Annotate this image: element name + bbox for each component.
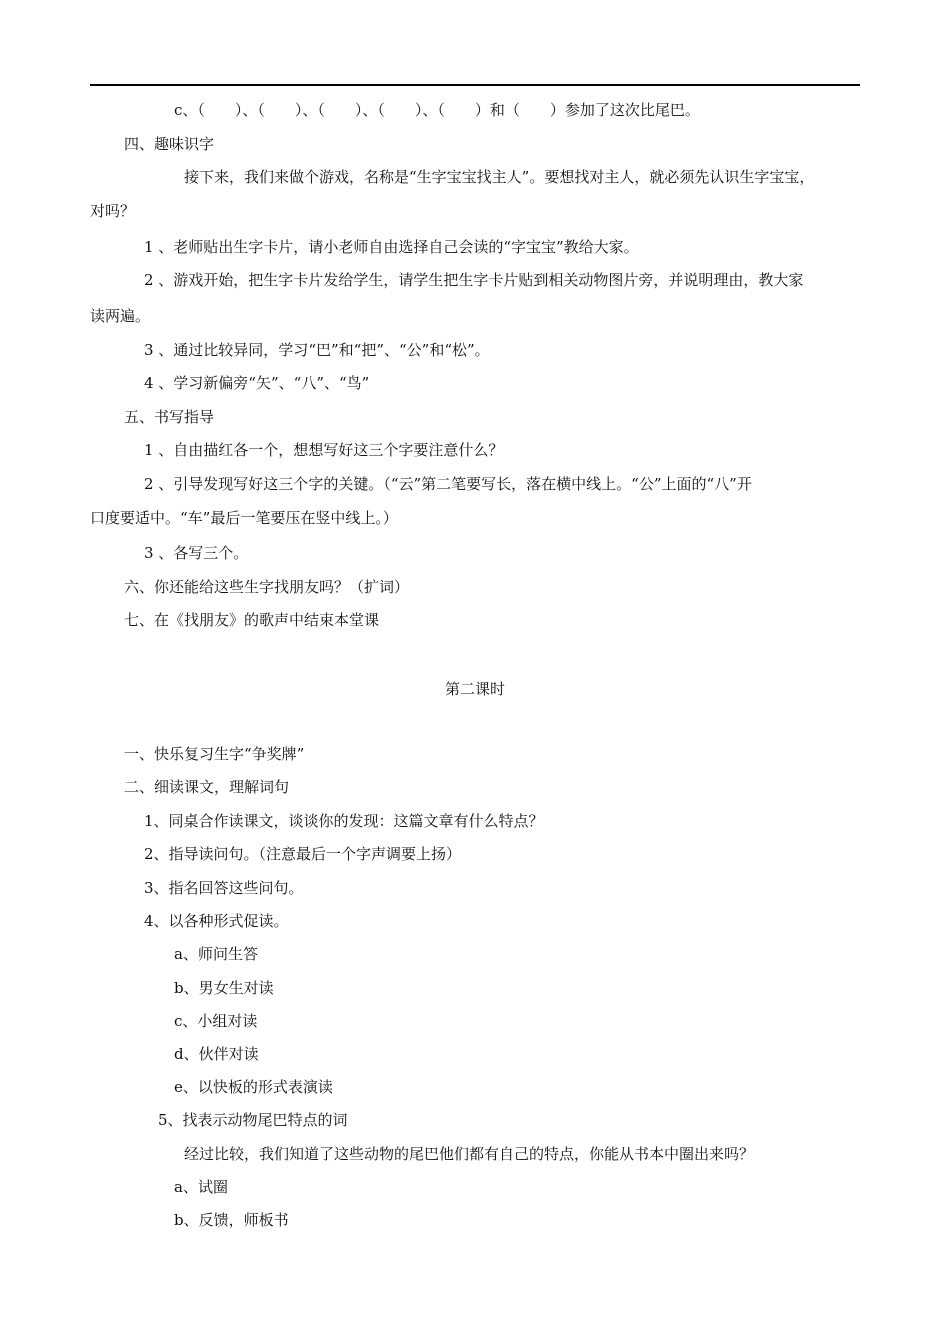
section-4-item-2-line2: 读两遍。 [90, 307, 151, 325]
part-2-item-4b: b、男女生对读 [174, 979, 274, 997]
part-2-item-5: 5、找表示动物尾巴特点的词 [158, 1111, 348, 1129]
section-5-item-3: 3 、各写三个。 [144, 544, 249, 562]
section-5-item-1: 1 、自由描红各一个，想想写好这三个字要注意什么？ [144, 441, 504, 459]
part-2-item-4d: d、伙伴对读 [174, 1045, 259, 1063]
section-6-heading: 六、你还能给这些生字找朋友吗？（扩词） [124, 578, 410, 596]
part-2-heading: 二、细读课文，理解词句 [124, 778, 290, 796]
lesson-2-title: 第二课时 [444, 680, 505, 698]
section-5-heading: 五、书写指导 [124, 408, 215, 426]
part-2-item-4e: e、以快板的形式表演读 [174, 1078, 333, 1096]
section-4-item-3: 3 、通过比较异同，学习“巴”和“把”、“公”和“松”。 [144, 341, 490, 359]
section-4-item-1: 1 、老师贴出生字卡片，请小老师自由选择自己会读的“字宝宝”教给大家。 [144, 238, 639, 256]
blanks-line: c、（ ）、（ ）、（ ）、（ ）、（ ）和（ ）参加了这次比尾巴。 [174, 101, 700, 119]
part-2-item-1: 1、同桌合作读课文，谈谈你的发现：这篇文章有什么特点？ [144, 812, 544, 830]
part-2-item-4a: a、师问生答 [174, 945, 258, 963]
part-2-item-5b: b、反馈，师板书 [174, 1211, 289, 1229]
part-2-item-5a: a、试圈 [174, 1178, 228, 1196]
part-2-item-4: 4、以各种形式促读。 [144, 912, 289, 930]
header-rule [90, 84, 860, 86]
part-2-item-5-intro: 经过比较，我们知道了这些动物的尾巴他们都有自己的特点，你能从书本中圈出来吗？ [184, 1145, 755, 1163]
section-4-intro-line1: 接下来，我们来做个游戏，名称是“生字宝宝找主人”。要想找对主人，就必须先认识生字宝宝， [184, 168, 815, 186]
section-5-item-2-line1: 2 、引导发现写好这三个字的关键。（“云”第二笔要写长，落在横中线上。“公”上面的“八”开 [144, 475, 752, 493]
section-4-heading: 四、趣味识字 [124, 135, 215, 153]
part-1-heading: 一、快乐复习生字“争奖牌” [124, 745, 305, 763]
section-5-item-2-line2: 口度要适中。“车”最后一笔要压在竖中线上。） [90, 509, 398, 527]
part-2-item-3: 3、指名回答这些问句。 [144, 879, 304, 897]
section-7-heading: 七、在《找朋友》的歌声中结束本堂课 [124, 611, 380, 629]
section-4-intro-line2: 对吗？ [90, 202, 136, 220]
part-2-item-4c: c、小组对读 [174, 1012, 258, 1030]
section-4-item-2-line1: 2 、游戏开始，把生字卡片发给学生，请学生把生字卡片贴到相关动物图片旁，并说明理由，教大家 [144, 271, 804, 289]
part-2-item-2: 2、指导读问句。（注意最后一个字声调要上扬） [144, 845, 462, 863]
section-4-item-4: 4 、学习新偏旁“矢”、“八”、“鸟” [144, 374, 370, 392]
